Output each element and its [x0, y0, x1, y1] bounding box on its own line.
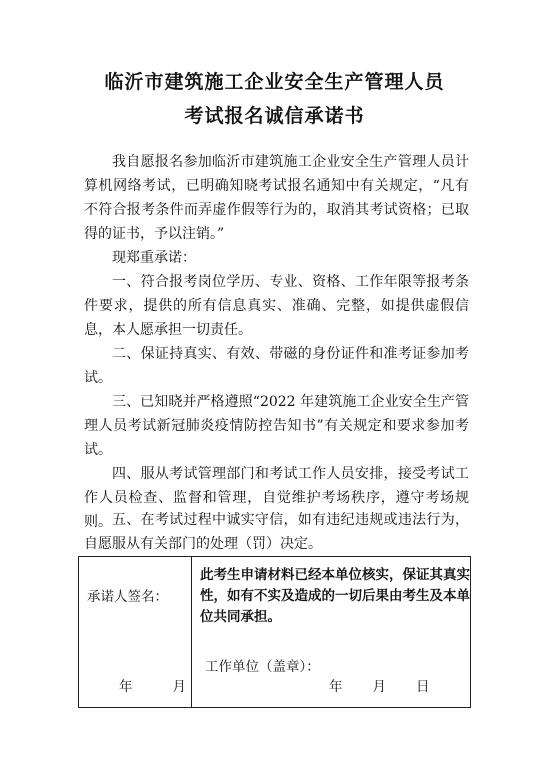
paragraph-item-1: 一、符合报考岗位学历、专业、资格、工作年限等报考条件要求，提供的所有信息真实、准确、完整，如提供虚假信息，本人愿承担一切责任。	[84, 274, 469, 338]
unit-date-day: 日	[416, 679, 430, 695]
paragraph-item-3: 三、已知晓并严格遵照“2022 年建筑施工企业安全生产管理人员考试新冠肺炎疫情防控告知书”有关规定和要求参加考试。	[84, 394, 469, 458]
document-title-line1: 临沂市建筑施工企业安全生产管理人员	[104, 71, 445, 93]
document-title-line2: 考试报名诚信承诺书	[184, 105, 365, 127]
unit-verification-statement: 此考生申请材料已经本单位核实，保证其真实性，如有不实及造成的一切后果由考生及本单位共同承担。	[200, 567, 470, 625]
paragraph-item-5: 五、在考试过程中诚实守信，如有违纪违规或违法行为，自愿服从有关部门的处理（罚）决定。	[84, 512, 469, 552]
signature-date	[119, 675, 186, 695]
paragraph-pledge-heading: 现郑重承诺：	[112, 250, 196, 266]
unit-verification-cell	[192, 557, 471, 708]
signature-date-year: 年	[119, 679, 133, 695]
signature-label: 承诺人签名：	[87, 589, 168, 605]
work-unit-seal-label: 工作单位（盖章）：	[205, 659, 320, 675]
paragraph-item-2: 二、保证持真实、有效、带磁的身份证件和准考证参加考试。	[84, 346, 469, 386]
paragraph-item-4: 四、服从考试管理部门和考试工作人员安排，接受考试工作人员检查、监督和管理，自觉维护考场秩序，遵守考场规则。	[84, 466, 469, 530]
unit-date-month: 月	[372, 679, 386, 695]
paragraph-intro: 我自愿报名参加临沂市建筑施工企业安全生产管理人员计算机网络考试，已明确知晓考试报名通知中有关规定，“凡有不符合报考条件而弄虚作假等行为的，取消其考试资格；已取得的证书，予以注销。”	[84, 154, 469, 242]
signature-cell	[79, 557, 192, 708]
unit-date-year: 年	[329, 679, 343, 695]
unit-date	[329, 675, 430, 695]
signature-table	[78, 556, 471, 708]
signature-date-month: 月	[172, 679, 186, 695]
